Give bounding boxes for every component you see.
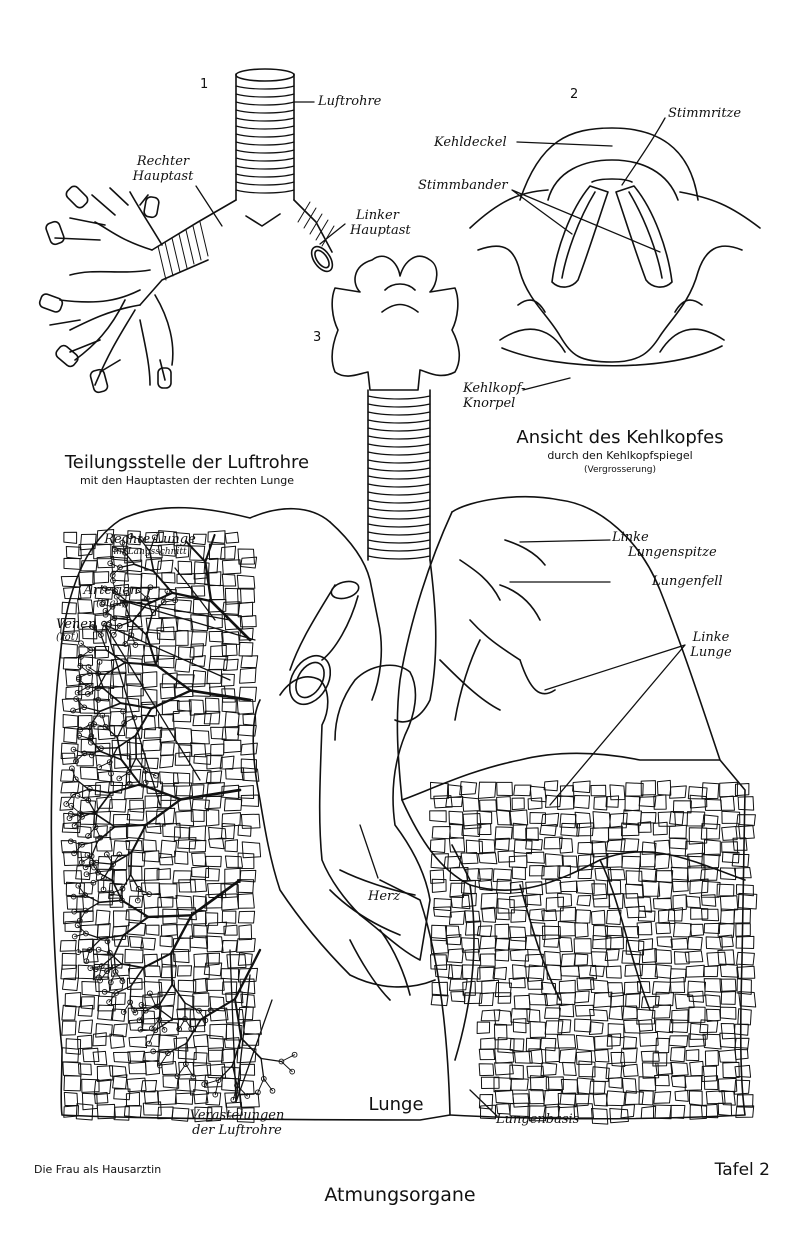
label-kehldeckel: Kehldeckel [434, 135, 507, 150]
label-rechter-hauptast-line2: Hauptast [132, 169, 194, 184]
label-linker-hauptast [350, 208, 411, 238]
label-linke-lungenspitze-line1: Linke [612, 530, 649, 545]
lung-alveoli-network [60, 530, 757, 1125]
caption-larynx-title: Ansicht des Kehlkopfes [516, 427, 724, 448]
footer-publication: Die Frau als Hausarztin [34, 1163, 162, 1176]
label-arterien [78, 583, 144, 610]
label-kehlkopf-knorpel [463, 381, 525, 411]
label-linke-lunge-line1: Linke [692, 630, 730, 645]
figure-number-1: 1 [200, 77, 209, 92]
label-venen-line2: (rot) [56, 632, 79, 643]
label-stimmritze: Stimmritze [668, 106, 742, 121]
label-linke-lungenspitze-line2: Lungenspitze [628, 545, 717, 560]
label-rechte-lunge [90, 532, 210, 558]
caption-trachea-subtitle: mit den Hauptasten der rechten Lunge [79, 474, 295, 487]
label-lungenfell: Lungenfell [652, 574, 723, 589]
label-rechte-lunge-line2: im Langsschnitt [113, 547, 187, 557]
label-venen [56, 617, 96, 644]
trachea-bifurcation-drawing [38, 69, 336, 393]
label-venen-line1: Venen [56, 617, 97, 632]
label-rechter-hauptast-line1: Rechter [136, 154, 190, 169]
label-linke-lunge [684, 630, 738, 660]
footer-plate-number: Tafel 2 [714, 1160, 770, 1180]
label-kehlkopf-knorpel-line1: Kehlkopf- [463, 381, 526, 396]
figure-number-3: 3 [313, 330, 322, 345]
label-rechter-hauptast [118, 154, 208, 184]
label-stimmbander: Stimmbander [418, 178, 508, 193]
caption-trachea-title: Teilungsstelle der Luftrohre [64, 452, 310, 473]
label-linker-hauptast-line1: Linker [356, 208, 399, 223]
label-arterien-line1: Arterien [83, 583, 139, 598]
lungs-and-heart-drawing [51, 256, 756, 1124]
label-verastelungen-line1: Verastelungen [189, 1108, 285, 1123]
figure-number-2: 2 [570, 87, 579, 102]
label-herz: Herz [368, 889, 401, 904]
label-verastelungen-line2: der Luftrohre [192, 1123, 282, 1138]
label-rechte-lunge-line1: Rechte Lunge [104, 532, 196, 547]
label-arterien-line2: (blau) [96, 598, 126, 609]
caption-larynx-subtitle: durch den Kehlkopfspiegel [547, 449, 693, 462]
label-lungenbasis: Lungenbasis [496, 1112, 580, 1127]
label-luftrohre: Luftrohre [318, 94, 382, 109]
label-kehlkopf-knorpel-line2: Knorpel [463, 396, 516, 411]
caption-lunge: Lunge [368, 1094, 424, 1115]
footer-title: Atmungsorgane [324, 1184, 476, 1206]
label-linke-lunge-line2: Lunge [690, 645, 732, 660]
caption-larynx-note: (Vergrosserung) [583, 465, 657, 475]
label-linke-lungenspitze [612, 530, 717, 560]
label-linker-hauptast-line2: Hauptast [350, 223, 411, 238]
label-verastelungen [172, 1108, 302, 1138]
larynx-drawing [470, 128, 760, 366]
